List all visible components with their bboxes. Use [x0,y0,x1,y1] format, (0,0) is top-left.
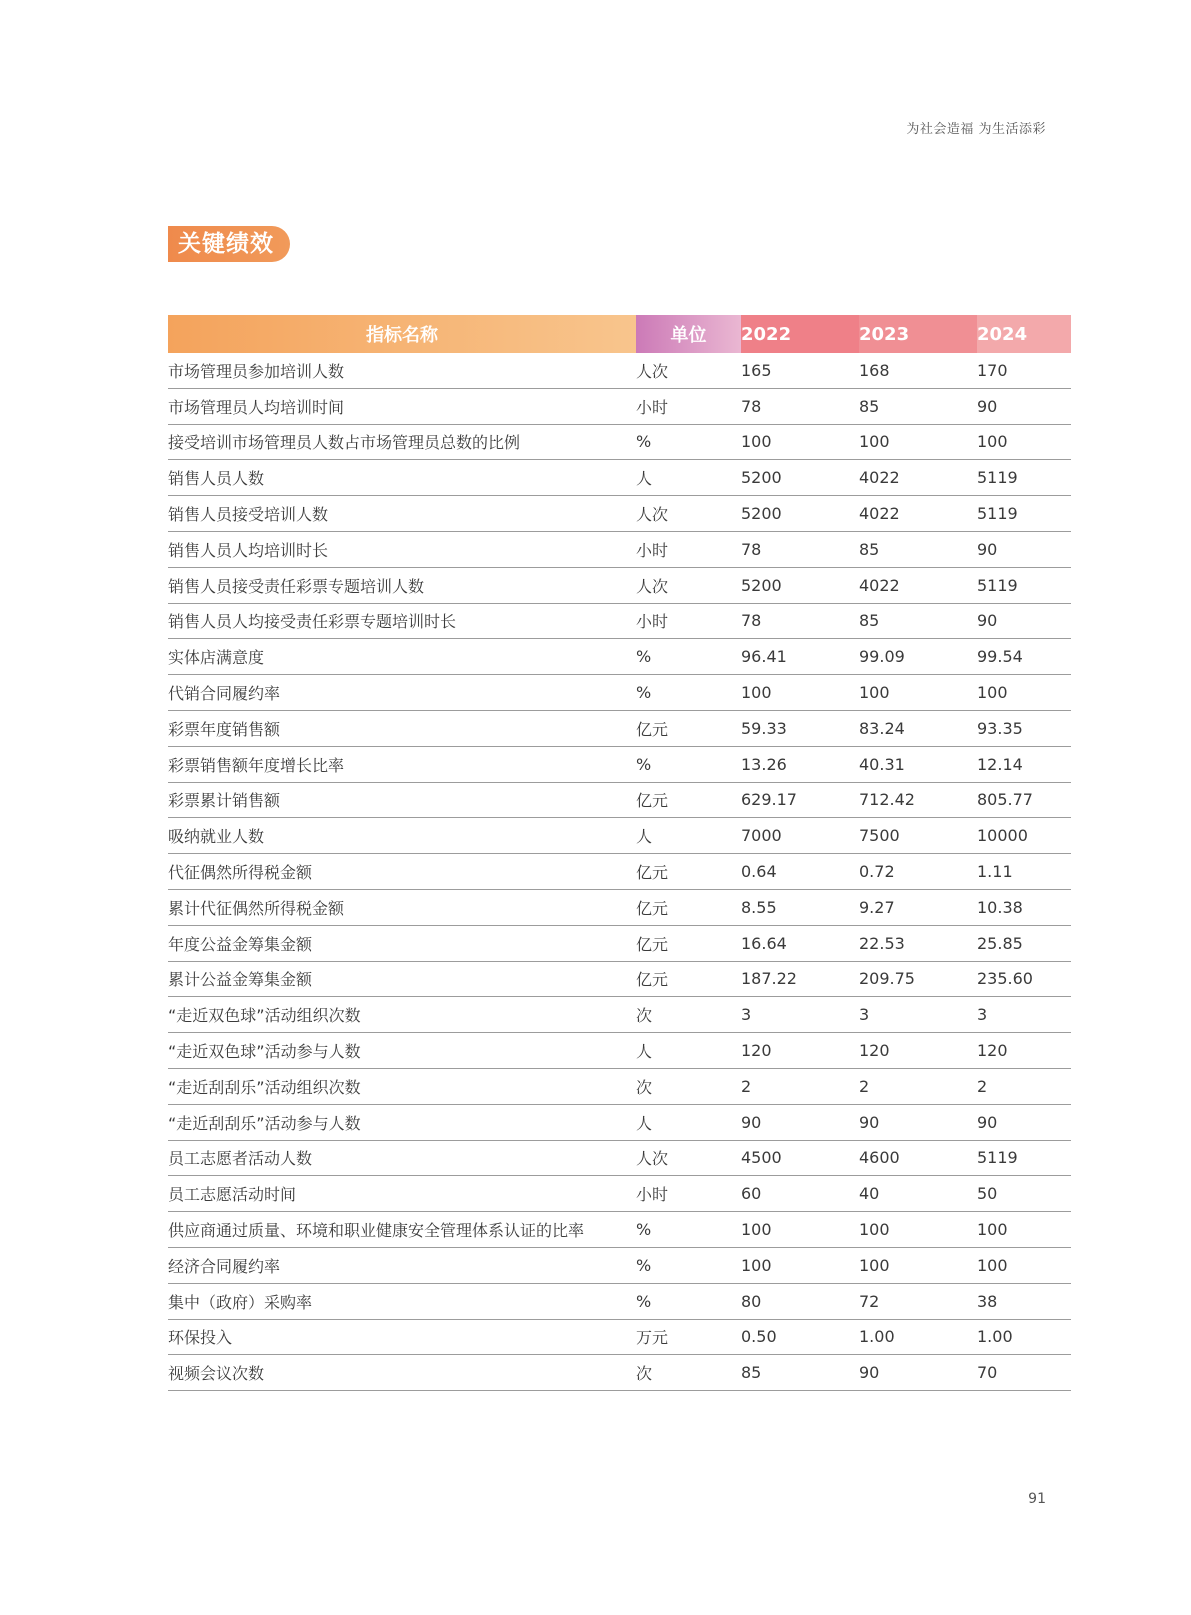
indicator-name-cell: 彩票年度销售额 [168,710,636,746]
unit-cell: 亿元 [636,854,741,890]
value-2022-cell: 0.50 [741,1319,859,1355]
indicator-name-cell: 销售人员人均接受责任彩票专题培训时长 [168,603,636,639]
value-2023-cell: 100 [859,424,977,460]
value-2022-cell: 120 [741,1033,859,1069]
unit-cell: 小时 [636,388,741,424]
value-2022-cell: 13.26 [741,746,859,782]
table-row [168,639,1071,675]
value-2024-cell: 90 [977,1104,1071,1140]
indicator-name-cell: 市场管理员参加培训人数 [168,353,636,388]
unit-cell: 次 [636,1068,741,1104]
unit-cell: 小时 [636,531,741,567]
value-2022-cell: 100 [741,675,859,711]
value-2022-cell: 85 [741,1355,859,1391]
value-2023-cell: 40 [859,1176,977,1212]
value-2024-cell: 99.54 [977,639,1071,675]
indicator-name-cell: 累计公益金筹集金额 [168,961,636,997]
value-2023-cell: 2 [859,1068,977,1104]
value-2022-cell: 165 [741,353,859,388]
indicator-name-cell: 年度公益金筹集金额 [168,925,636,961]
header-unit: 单位 [636,315,741,353]
table-row [168,1319,1071,1355]
table-row [168,1140,1071,1176]
unit-cell: 人次 [636,496,741,532]
page-number: 91 [1028,1491,1046,1507]
table-row [168,1104,1071,1140]
value-2023-cell: 4022 [859,567,977,603]
indicator-name-cell: 员工志愿活动时间 [168,1176,636,1212]
value-2022-cell: 0.64 [741,854,859,890]
value-2024-cell: 5119 [977,1140,1071,1176]
table-header-row [168,315,1071,353]
value-2023-cell: 209.75 [859,961,977,997]
value-2024-cell: 100 [977,424,1071,460]
table-row [168,1283,1071,1319]
indicator-name-cell: 吸纳就业人数 [168,818,636,854]
unit-cell: 人次 [636,353,741,388]
unit-cell: % [636,1247,741,1283]
value-2022-cell: 5200 [741,460,859,496]
indicator-name-cell: 代征偶然所得税金额 [168,854,636,890]
indicator-name-cell: “走近双色球”活动参与人数 [168,1033,636,1069]
value-2022-cell: 78 [741,531,859,567]
value-2023-cell: 4022 [859,496,977,532]
value-2024-cell: 90 [977,388,1071,424]
value-2024-cell: 25.85 [977,925,1071,961]
unit-cell: % [636,639,741,675]
value-2023-cell: 1.00 [859,1319,977,1355]
indicator-name-cell: 销售人员接受责任彩票专题培训人数 [168,567,636,603]
indicator-name-cell: 彩票销售额年度增长比率 [168,746,636,782]
value-2023-cell: 90 [859,1355,977,1391]
value-2022-cell: 8.55 [741,889,859,925]
value-2022-cell: 78 [741,603,859,639]
unit-cell: 小时 [636,1176,741,1212]
table-row [168,353,1071,388]
unit-cell: % [636,1212,741,1248]
value-2024-cell: 805.77 [977,782,1071,818]
unit-cell: 亿元 [636,710,741,746]
value-2022-cell: 80 [741,1283,859,1319]
header-year-2022: 2022 [741,315,859,353]
indicator-name-cell: 实体店满意度 [168,639,636,675]
table-row [168,746,1071,782]
unit-cell: % [636,746,741,782]
unit-cell: 亿元 [636,925,741,961]
table-row [168,531,1071,567]
value-2023-cell: 90 [859,1104,977,1140]
table-row [168,818,1071,854]
unit-cell: 次 [636,1355,741,1391]
unit-cell: 小时 [636,603,741,639]
indicator-name-cell: “走近刮刮乐”活动组织次数 [168,1068,636,1104]
value-2023-cell: 83.24 [859,710,977,746]
table-row [168,925,1071,961]
unit-cell: 人 [636,1104,741,1140]
header-year-2024: 2024 [977,315,1071,353]
value-2024-cell: 5119 [977,496,1071,532]
header-slogan: 为社会造福 为生活添彩 [906,122,1046,137]
value-2022-cell: 2 [741,1068,859,1104]
indicator-name-cell: 代销合同履约率 [168,675,636,711]
header-indicator-name: 指标名称 [168,315,636,353]
indicator-name-cell: 经济合同履约率 [168,1247,636,1283]
unit-cell: 亿元 [636,961,741,997]
value-2022-cell: 5200 [741,496,859,532]
value-2024-cell: 5119 [977,460,1071,496]
value-2023-cell: 85 [859,603,977,639]
value-2023-cell: 100 [859,675,977,711]
indicator-name-cell: 销售人员人均培训时长 [168,531,636,567]
value-2024-cell: 3 [977,997,1071,1033]
value-2022-cell: 100 [741,424,859,460]
value-2024-cell: 10.38 [977,889,1071,925]
value-2023-cell: 0.72 [859,854,977,890]
indicator-name-cell: 员工志愿者活动人数 [168,1140,636,1176]
unit-cell: % [636,1283,741,1319]
table-row [168,424,1071,460]
value-2022-cell: 16.64 [741,925,859,961]
table-row [168,1212,1071,1248]
value-2024-cell: 90 [977,531,1071,567]
unit-cell: 亿元 [636,782,741,818]
value-2023-cell: 4022 [859,460,977,496]
table-row [168,1176,1071,1212]
table-row [168,496,1071,532]
value-2024-cell: 70 [977,1355,1071,1391]
unit-cell: % [636,424,741,460]
unit-cell: 万元 [636,1319,741,1355]
value-2024-cell: 170 [977,353,1071,388]
value-2023-cell: 9.27 [859,889,977,925]
value-2024-cell: 10000 [977,818,1071,854]
table-row [168,1068,1071,1104]
value-2023-cell: 3 [859,997,977,1033]
value-2024-cell: 5119 [977,567,1071,603]
table-row [168,1247,1071,1283]
value-2024-cell: 90 [977,603,1071,639]
value-2024-cell: 1.11 [977,854,1071,890]
value-2024-cell: 100 [977,1212,1071,1248]
value-2023-cell: 85 [859,531,977,567]
table-row [168,675,1071,711]
value-2024-cell: 50 [977,1176,1071,1212]
value-2022-cell: 60 [741,1176,859,1212]
value-2022-cell: 100 [741,1212,859,1248]
section-title: 关键绩效 [168,226,290,262]
value-2024-cell: 120 [977,1033,1071,1069]
value-2023-cell: 7500 [859,818,977,854]
table-row [168,388,1071,424]
value-2023-cell: 168 [859,353,977,388]
indicator-name-cell: 市场管理员人均培训时间 [168,388,636,424]
indicator-name-cell: 销售人员人数 [168,460,636,496]
value-2024-cell: 1.00 [977,1319,1071,1355]
unit-cell: 亿元 [636,889,741,925]
unit-cell: % [636,675,741,711]
value-2022-cell: 5200 [741,567,859,603]
unit-cell: 人次 [636,1140,741,1176]
indicator-name-cell: 接受培训市场管理员人数占市场管理员总数的比例 [168,424,636,460]
value-2022-cell: 78 [741,388,859,424]
value-2022-cell: 187.22 [741,961,859,997]
table-row [168,710,1071,746]
indicator-name-cell: 集中（政府）采购率 [168,1283,636,1319]
indicator-name-cell: 视频会议次数 [168,1355,636,1391]
unit-cell: 人次 [636,567,741,603]
indicator-name-cell: “走近刮刮乐”活动参与人数 [168,1104,636,1140]
table-row [168,1355,1071,1391]
unit-cell: 人 [636,1033,741,1069]
value-2023-cell: 85 [859,388,977,424]
table-row [168,889,1071,925]
indicator-name-cell: 供应商通过质量、环境和职业健康安全管理体系认证的比率 [168,1212,636,1248]
indicator-name-cell: “走近双色球”活动组织次数 [168,997,636,1033]
unit-cell: 次 [636,997,741,1033]
value-2023-cell: 22.53 [859,925,977,961]
value-2024-cell: 93.35 [977,710,1071,746]
value-2022-cell: 7000 [741,818,859,854]
value-2023-cell: 99.09 [859,639,977,675]
value-2024-cell: 12.14 [977,746,1071,782]
value-2023-cell: 72 [859,1283,977,1319]
indicator-name-cell: 环保投入 [168,1319,636,1355]
value-2024-cell: 235.60 [977,961,1071,997]
value-2024-cell: 100 [977,675,1071,711]
value-2023-cell: 100 [859,1247,977,1283]
table-row [168,997,1071,1033]
table-row [168,603,1071,639]
table-row [168,961,1071,997]
unit-cell: 人 [636,460,741,496]
table-row [168,782,1071,818]
header-year-2023: 2023 [859,315,977,353]
value-2023-cell: 4600 [859,1140,977,1176]
table-body [168,353,1071,1391]
value-2022-cell: 100 [741,1247,859,1283]
value-2022-cell: 90 [741,1104,859,1140]
value-2024-cell: 2 [977,1068,1071,1104]
table-row [168,1033,1071,1069]
indicator-name-cell: 彩票累计销售额 [168,782,636,818]
value-2023-cell: 100 [859,1212,977,1248]
value-2024-cell: 100 [977,1247,1071,1283]
value-2022-cell: 3 [741,997,859,1033]
indicator-name-cell: 累计代征偶然所得税金额 [168,889,636,925]
value-2022-cell: 59.33 [741,710,859,746]
table-row [168,854,1071,890]
indicator-name-cell: 销售人员接受培训人数 [168,496,636,532]
value-2022-cell: 4500 [741,1140,859,1176]
value-2024-cell: 38 [977,1283,1071,1319]
unit-cell: 人 [636,818,741,854]
value-2023-cell: 120 [859,1033,977,1069]
table-row [168,460,1071,496]
kpi-table [168,315,1071,1391]
value-2023-cell: 712.42 [859,782,977,818]
table-row [168,567,1071,603]
value-2022-cell: 96.41 [741,639,859,675]
value-2022-cell: 629.17 [741,782,859,818]
value-2023-cell: 40.31 [859,746,977,782]
